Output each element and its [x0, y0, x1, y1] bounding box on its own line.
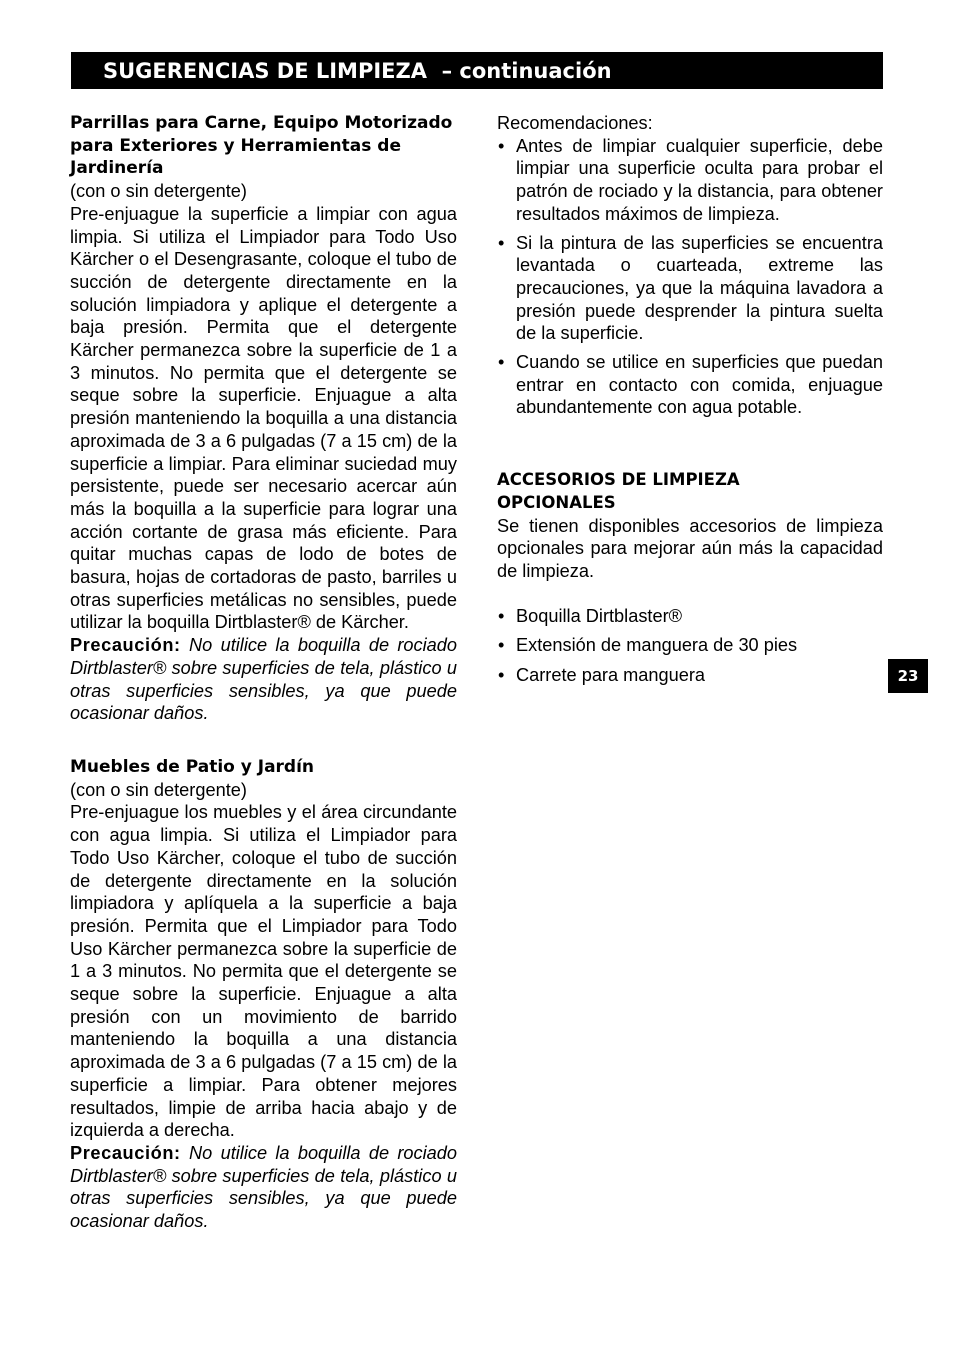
recommendations-list: [497, 135, 883, 419]
accessories-intro: Se tienen disponibles accesorios de limpieza opcionales para mejorar aún más la capacidad de limpieza.: [497, 515, 883, 581]
section-title: Parrillas para Carne, Equipo Motorizado para Exteriores y Herramientas de Jardinería: [70, 113, 453, 179]
caution-paragraph: [70, 1142, 457, 1233]
header-title-continuation: – continuación: [441, 59, 612, 83]
page-number-tab: 23: [888, 659, 928, 693]
list-item: • Carrete para manguera: [497, 664, 883, 687]
section-body: Pre-enjuague la superficie a limpiar con agua limpia. Si utiliza el Limpiador para Todo Uso Kärcher o el Desengrasante, coloque el tubo de succión de detergente directamente en la solución limpiadora y aplique el detergente a baja presión. Permita que el detergente Kärcher permanezca sobre la superficie de 1 a 3 minutos. No permita que el detergente se seque sobre la superficie. Enjuague a alta presión manteniendo la boquilla a una distancia aproximada de 3 a 6 pulgadas (7 a 15 cm) de la superficie a limpiar. Para eliminar suciedad muy persistente, puede ser necesario acercar aún más la boquilla a la superficie para lograr una acción cortante de grasa más eficiente. Para quitar muchas capas de lodo de botes de basura, hojas de cortadoras de pasto, barriles u otras superficies metálicas no sensibles, puede utilizar la boquilla Dirtblaster® de Kärcher.: [70, 203, 457, 633]
caution-label: Precaución:: [70, 1142, 181, 1163]
section-header-bar: [71, 52, 883, 89]
caution-label: Precaución:: [70, 635, 181, 656]
section-title: Muebles de Patio y Jardín: [70, 756, 315, 777]
caution-text: No utilice la boquilla de rociado Dirtblaster® sobre superficies de tela, plástico u otras superficies sensibles, ya que puede ocasionar daños.: [70, 1142, 458, 1232]
caution-text: No utilice la boquilla de rociado Dirtblaster® sobre superficies de tela, plástico u otras superficies sensibles, ya que puede ocasionar daños.: [70, 635, 458, 724]
header-title: SUGERENCIAS DE LIMPIEZA: [103, 59, 427, 83]
accessories-title: [497, 469, 883, 514]
caution-paragraph: [70, 634, 457, 725]
section-patio-furniture: [70, 756, 457, 1233]
recommendations-title: Recomendaciones:: [497, 113, 653, 133]
accessories-list: [497, 605, 883, 687]
section-grill-equipment: [70, 112, 457, 725]
list-item: • Si la pintura de las superficies se encuentra levantada o cuarteada, extreme las precauciones, ya que la máquina lavadora a presión puede desprender la pintura suelta de la superficie.: [497, 232, 883, 346]
accessories-section: [497, 469, 883, 687]
detergent-note: (con o sin detergente): [70, 181, 247, 202]
list-item: • Extensión de manguera de 30 pies: [497, 634, 883, 657]
recommendations-section: [497, 112, 883, 419]
right-column: [497, 112, 883, 694]
accessories-title-line1: ACCESORIOS DE LIMPIEZA: [497, 470, 740, 490]
section-body: Pre-enjuague los muebles y el área circundante con agua limpia. Si utiliza el Limpiador para Todo Uso Kärcher, coloque el tubo de succión de detergente directamente en la solución limpiadora y aplíquela a la superficie a baja presión. Permita que el Limpiador para Todo Uso Kärcher permanezca sobre la superficie de 1 a 3 minutos. No permita que el detergente se seque sobre la superficie. Enjuague a alta presión con un movimiento de barrido manteniendo la boquilla a una distancia aproximada de 3 a 6 pulgadas (7 a 15 cm) de la superficie a limpiar. Para obtener mejores resultados, limpie de arriba hacia abajo y de izquierda a derecha.: [70, 802, 457, 1141]
list-item: • Antes de limpiar cualquier superficie, debe limpiar una superficie oculta para probar el patrón de rociado y la distancia, para obtener resultados máximos de limpieza.: [497, 135, 883, 226]
left-column: [70, 112, 457, 1233]
list-item: • Cuando se utilice en superficies que puedan entrar en contacto con comida, enjuague abundantemente con agua potable.: [497, 351, 883, 419]
list-item: • Boquilla Dirtblaster®: [497, 605, 883, 628]
accessories-title-line2: OPCIONALES: [497, 492, 616, 512]
detergent-note: (con o sin detergente): [70, 779, 247, 800]
